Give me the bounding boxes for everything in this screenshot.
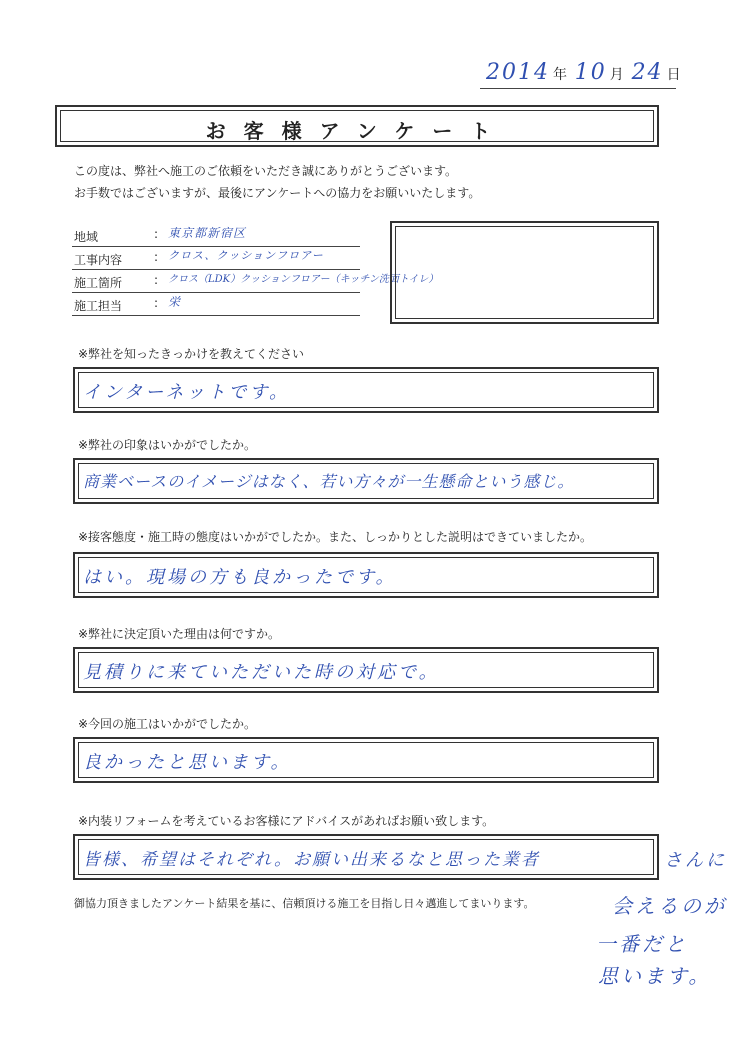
info-row-location: [72, 272, 439, 293]
page-title: お客様アンケート: [205, 119, 509, 143]
question-6: ※内装リフォームを考えているお客様にアドバイスがあればお願い致します。: [78, 814, 495, 828]
answer-box-1: [73, 367, 659, 413]
answer-box-4: [73, 647, 659, 693]
answer-box-3: [73, 552, 659, 598]
info-row-staff: [72, 295, 360, 316]
date-month-label: 月: [609, 67, 624, 83]
footer-note: 御協力頂きましたアンケート結果を基に、信頼頂ける施工を目指し日々邁進してまいります。: [74, 897, 535, 910]
question-2: ※弊社の印象はいかがでしたか。: [78, 438, 257, 452]
answer-6-overflow-3: 一番だと: [596, 932, 688, 956]
answer-4: 見積りに来ていただいた時の対応で。: [83, 662, 440, 683]
answer-box-2: [73, 458, 659, 504]
date-day-label: 日: [666, 67, 681, 83]
info-value-work-content: クロス、クッションフロアー: [168, 249, 324, 262]
answer-2: 商業ベースのイメージはなく、若い方々が一生懸命という感じ。: [83, 472, 575, 491]
info-colon: :: [154, 296, 159, 310]
info-value-location: クロス（LDK）クッションフロアー（キッチン洗面トイレ）: [168, 274, 439, 285]
answer-6-overflow-1: さんに: [664, 850, 727, 871]
question-5: ※今回の施工はいかがでしたか。: [78, 717, 257, 731]
date-year: 2014: [486, 60, 550, 85]
info-value-area: 東京都新宿区: [168, 226, 247, 240]
question-1: ※弊社を知ったきっかけを教えてください: [78, 347, 305, 361]
info-row-work-content: [72, 249, 360, 270]
answer-3: はい。現場の方も良かったです。: [83, 567, 397, 588]
info-row-area: [72, 226, 360, 247]
title-frame: [55, 105, 659, 147]
answer-1: インターネットです。: [83, 382, 290, 403]
info-colon: :: [154, 227, 159, 241]
answer-box-5: [73, 737, 659, 783]
date-underline: [480, 88, 676, 89]
date-day: 24: [631, 60, 664, 85]
answer-box-6: [73, 834, 659, 880]
info-value-staff: 栄: [168, 295, 182, 309]
intro-line-2: お手数ではございますが、最後にアンケートへの協力をお願いいたします。: [74, 186, 481, 200]
info-label-location: 施工箇所: [74, 276, 123, 290]
survey-date: [486, 60, 684, 85]
answer-6-overflow-4: 思います。: [598, 964, 712, 988]
date-year-label: 年: [553, 67, 567, 83]
intro-line-1: この度は、弊社へ施工のご依頼をいただき誠にありがとうございます。: [74, 164, 458, 178]
info-label-area: 地域: [74, 230, 99, 244]
info-colon: :: [154, 273, 159, 287]
answer-6-overflow-2: 会えるのが: [612, 894, 727, 918]
info-label-staff: 施工担当: [74, 299, 123, 313]
photo-frame: [390, 221, 659, 324]
info-colon: :: [154, 250, 159, 264]
answer-6: 皆様、希望はそれぞれ。お願い出来るなと思った業者: [83, 850, 541, 870]
question-4: ※弊社に決定頂いた理由は何ですか。: [78, 627, 281, 641]
question-3: ※接客態度・施工時の態度はいかがでしたか。また、しっかりとした説明はできていましたか。: [78, 530, 593, 544]
answer-5: 良かったと思います。: [83, 752, 292, 773]
info-label-work-content: 工事内容: [74, 253, 123, 267]
date-month: 10: [574, 60, 607, 85]
